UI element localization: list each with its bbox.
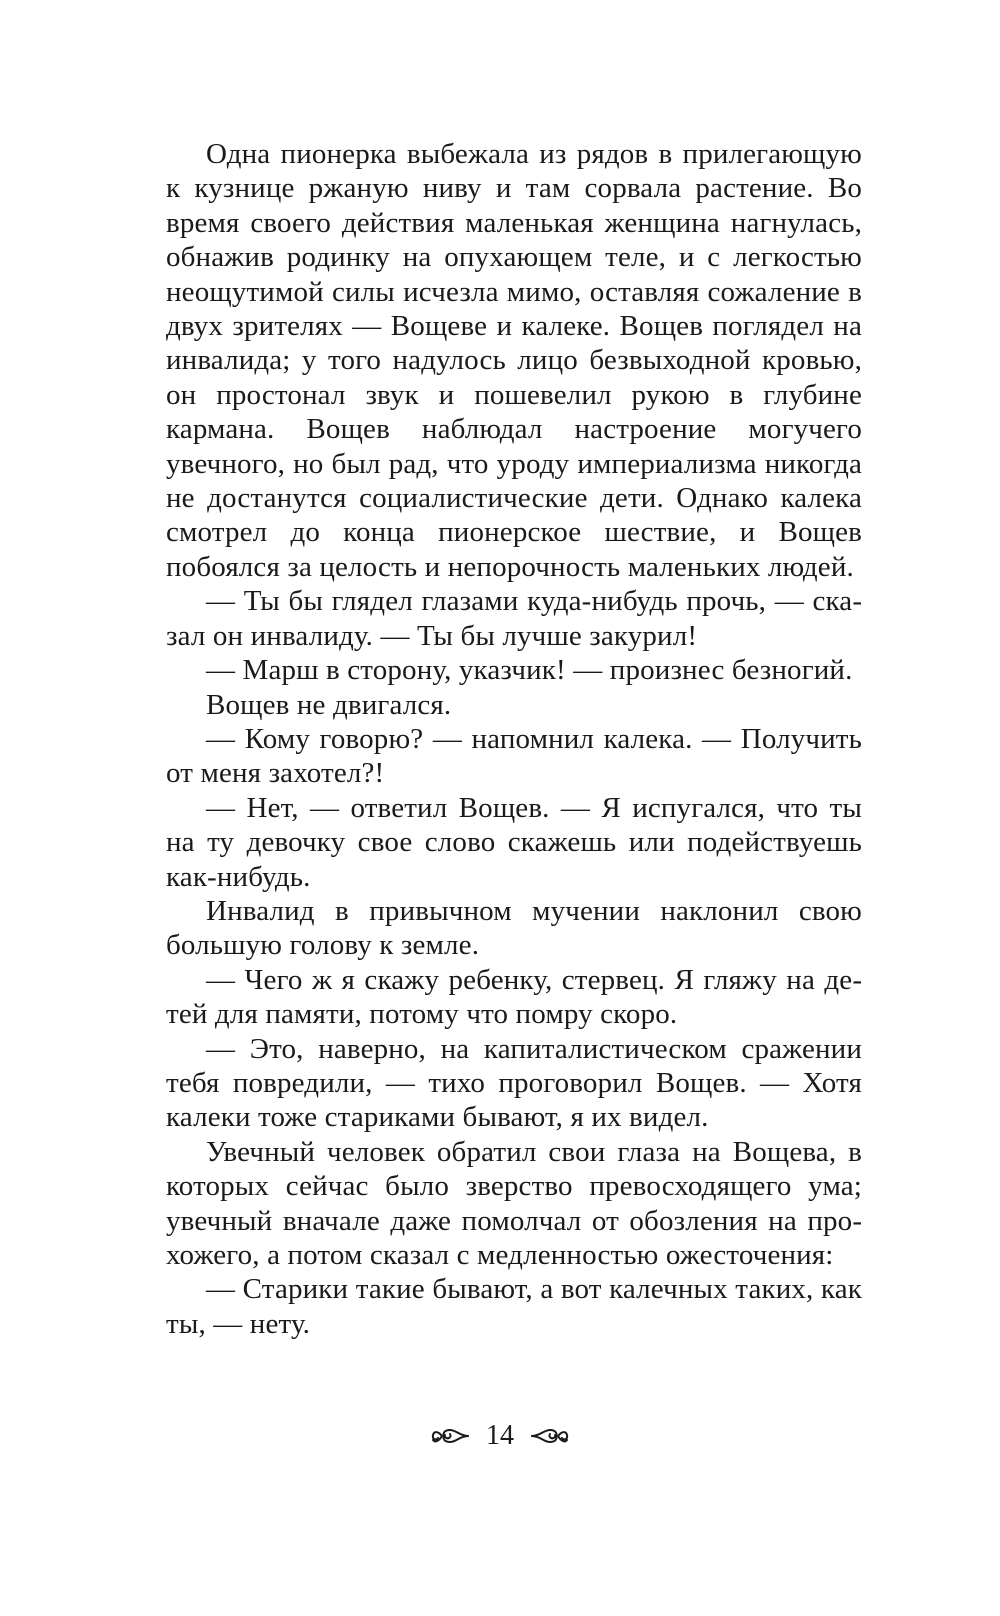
paragraph: — Нет, — ответил Вощев. — Я испугался, что ты на ту девочку свое слово скажешь или подействуешь как-нибудь. [166, 791, 862, 893]
paragraph: Увечный человек обратил свои глаза на Вощева, в которых сейчас было зверство превосходящего ума; увечный вначале даже помолчал от обозления на прохожего, а потом сказал с медленностью ожесточения: [166, 1135, 862, 1271]
page-footer [0, 1416, 1000, 1456]
page-number: 14 [486, 1420, 514, 1451]
paragraph: Вощев не двигался. [206, 688, 452, 721]
paragraph: — Это, наверно, на капиталистическом сражении тебя повредили, — тихо проговорил Вощев. — Хотя калеки тоже стариками бывают, я их видел. [166, 1032, 862, 1134]
page-body-text [166, 137, 862, 1341]
paragraph: — Ты бы глядел глазами куда-нибудь прочь, — сказал он инвалиду. — Ты бы лучше закурил! [166, 585, 862, 652]
paragraph: — Старики такие бывают, а вот калечных таких, как ты, — нету. [166, 1273, 862, 1340]
paragraph: Инвалид в привычном мучении наклонил свою большую голову к земле. [166, 894, 862, 962]
paragraph: — Кому говорю? — напомнил калека. — Получить от меня захотел?! [166, 722, 862, 790]
paragraph: — Марш в сторону, указчик! — произнес безногий. [206, 654, 853, 687]
left-fleuron-ornament-icon [430, 1421, 470, 1451]
right-fleuron-ornament-icon [530, 1421, 570, 1451]
paragraph: Одна пионерка выбежала из рядов в прилегающую к кузнице ржаную ниву и там сорвала растение. Во время своего действия маленькая женщина нагнулась, обнажив родинку на опухающем теле, и с легкостью неощутимой силы исчезла мимо, оставляя сожаление в двух зрителях — Вощеве и калеке. Вощев поглядел на инвалида; у того надулось лицо безвыходной кровью, он простонал звук и пошевелил рукою в глубине кармана. Вощев наблюдал настроение могучего увечного, но был рад, что уроду империализма никогда не достанутся социалистические дети. Однако калека смотрел до конца пионерское шествие, и Вощев побоялся за целость и непорочность маленьких людей. [166, 138, 862, 583]
paragraph: — Чего ж я скажу ребенку, стервец. Я гляжу на детей для памяти, потому что помру скоро. [166, 963, 862, 1031]
